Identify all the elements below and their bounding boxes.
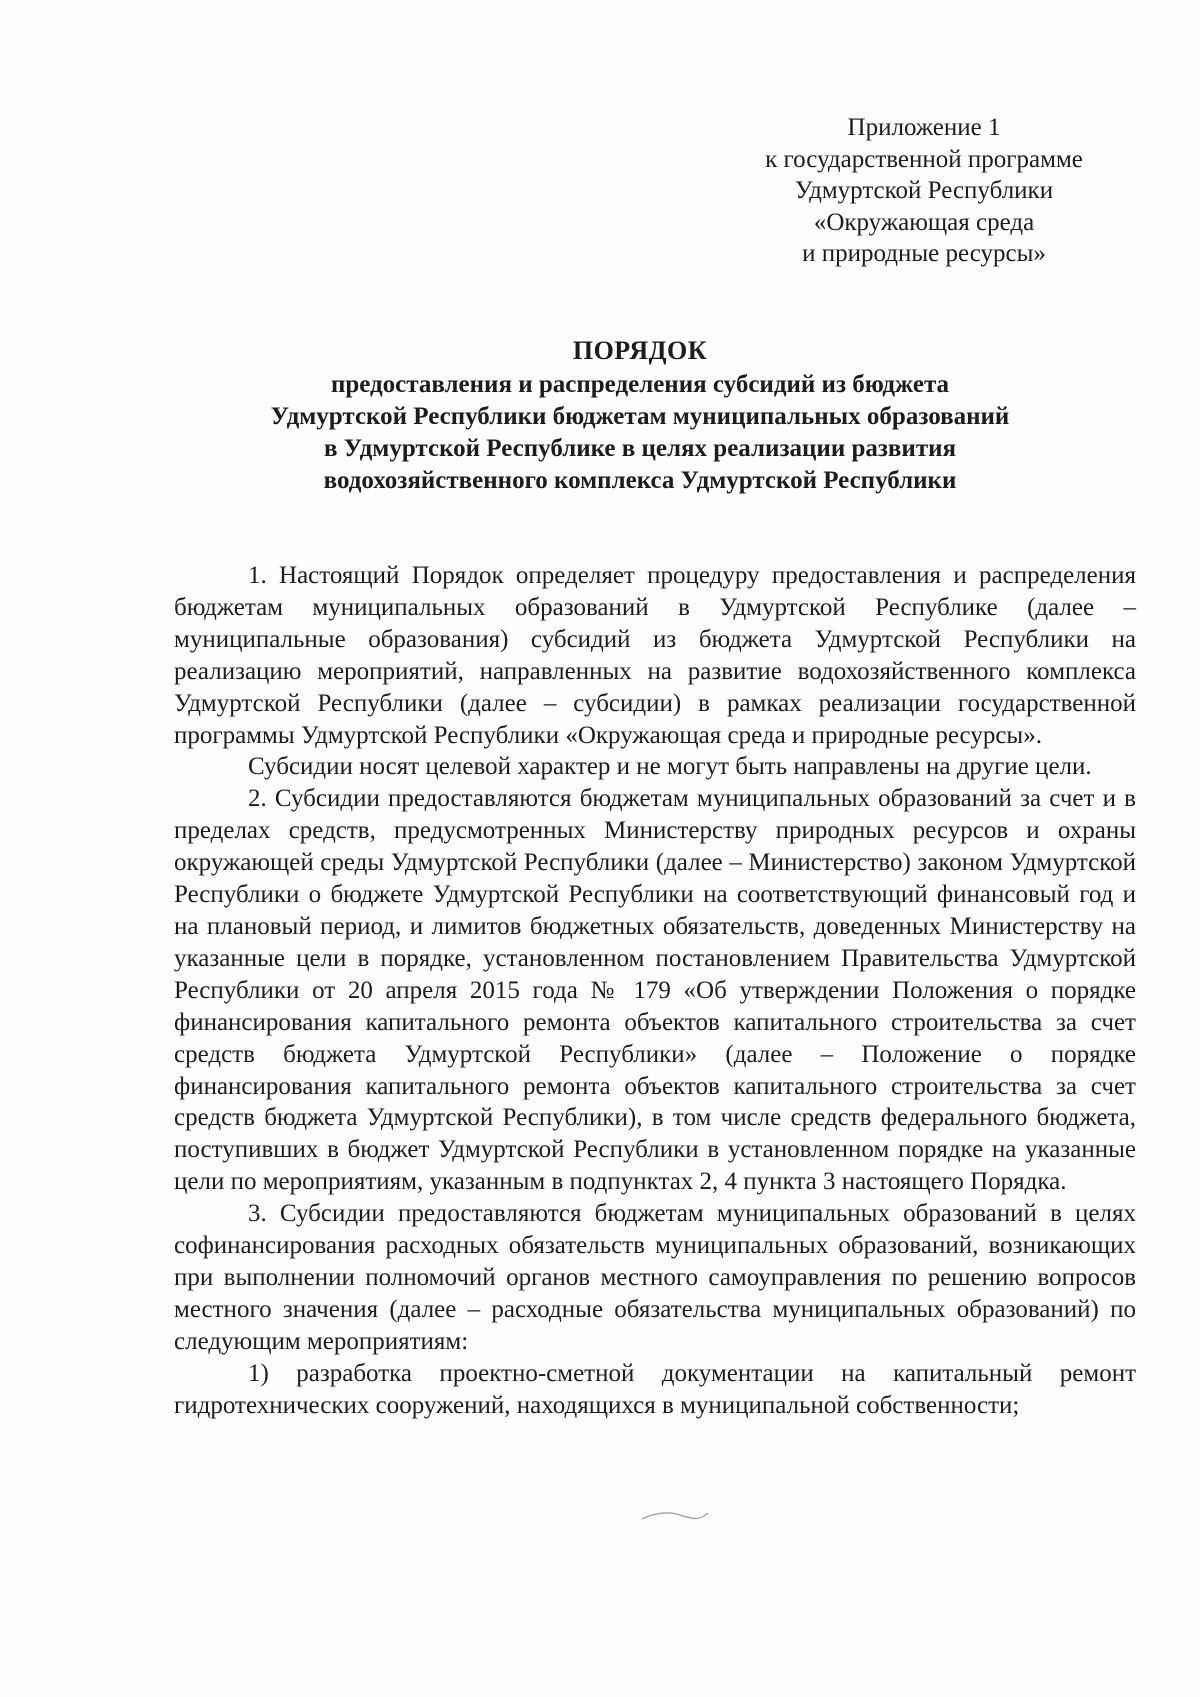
title-subtitle-line: в Удмуртской Республике в целях реализации развития [323,435,957,462]
title-subtitle-line: Удмуртской Республики бюджетам муниципальных образований [270,403,1010,430]
appendix-line: «Окружающая среда [813,208,1035,236]
document-title [150,335,1130,497]
appendix-line: к государственной программе [765,145,1083,173]
paragraph: Субсидии носят целевой характер и не могут быть направлены на другие цели. [248,753,1092,781]
title-subtitle-line: предоставления и распределения субсидий из бюджета [330,371,950,398]
paragraph: 2. Субсидии предоставляются бюджетам муниципальных образований за счет и в пределах средств, предусмотренных Министерству природных ресурсов и охраны окружающей среды Удмуртской Республики (далее – Министерство) законом Удмуртской Республики о бюджете Удмуртской Республики на соответствующий финансовый год и на плановый период, и лимитов бюджетных обязательств, доведенных Министерству на указанные цели в порядке, установленном постановлением Правительства Удмуртской Республики от 20 апреля 2015 года № 179 «Об утверждении Положения о порядке финансирования капитального ремонта объектов капитального строительства за счет средств бюджета Удмуртской Республики» (далее – Положение о порядке финансирования капитального ремонта объектов капитального строительства за счет средств бюджета Удмуртской Республики), в том числе средств федерального бюджета, поступивших в бюджет Удмуртской Республики в установленном порядке на указанные цели по мероприятиям, указанным в подпунктах 2, 4 пункта 3 настоящего Порядка. [174,785,1136,1196]
paragraph: 1. Настоящий Порядок определяет процедуру предоставления и распределения бюджетам муниципальных образований в Удмуртской Республике (далее – муниципальные образования) субсидий из бюджета Удмуртской Республики на реализацию мероприятий, направленных на развитие водохозяйственного комплекса Удмуртской Республики (далее – субсидии) в рамках реализации государственной программы Удмуртской Республики «Окружающая среда и природные ресурсы». [174,562,1136,749]
paragraph: 3. Субсидии предоставляются бюджетам муниципальных образований в целях софинансирования расходных обязательств муниципальных образований, возникающих при выполнении полномочий органов местного самоуправления по решению вопросов местного значения (далее – расходные обязательства муниципальных образований) по следующим мероприятиям: [174,1200,1136,1355]
appendix-header [724,112,1124,270]
appendix-line: Приложение 1 [847,114,1001,141]
appendix-line: и природные ресурсы» [802,240,1046,267]
paragraph: 1) разработка проектно-сметной документации на капитальный ремонт гидротехнических сооружений, находящихся в муниципальной собственности; [174,1359,1136,1419]
pen-mark [640,1509,710,1523]
appendix-line: Удмуртской Республики [794,177,1054,204]
title-subtitle-line: водохозяйственного комплекса Удмуртской Республики [323,467,957,494]
title-heading: ПОРЯДОК [572,336,708,365]
document-body [174,560,1136,1421]
